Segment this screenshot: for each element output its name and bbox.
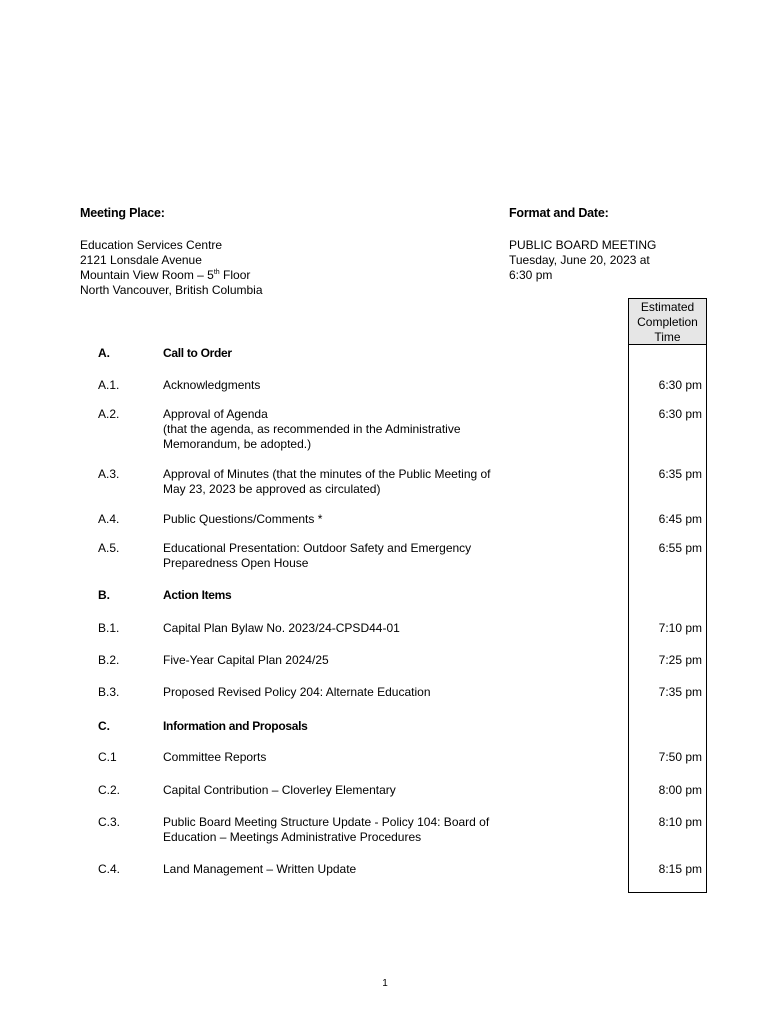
item-title — [163, 621, 523, 636]
item-title — [163, 467, 543, 497]
item-time: 8:15 pm — [658, 862, 702, 876]
meeting-place-address — [80, 238, 263, 298]
room-suffix: Floor — [219, 268, 251, 282]
item-number: C.2. — [98, 783, 121, 797]
item-title-line: Public Questions/Comments * — [163, 512, 323, 526]
room-sup: th — [213, 269, 220, 276]
format-date-block — [509, 238, 656, 283]
item-title-line: Preparedness Open House — [163, 556, 309, 570]
item-number: A.4. — [98, 512, 120, 526]
item-title-line: Educational Presentation: Outdoor Safety and Emergency — [163, 541, 472, 555]
item-title — [163, 653, 523, 668]
address-room-line — [80, 268, 263, 283]
item-number: B.3. — [98, 685, 120, 699]
item-time: 6:30 pm — [658, 378, 702, 392]
item-number: B.2. — [98, 653, 120, 667]
item-number: A.5. — [98, 541, 120, 555]
item-title-line: Approval of Minutes (that the minutes of the Public Meeting of — [163, 467, 491, 481]
item-number: B.1. — [98, 621, 120, 635]
section-number: B. — [98, 588, 110, 602]
time-line: 6:30 pm — [509, 268, 553, 282]
item-time: 7:10 pm — [658, 621, 702, 635]
item-time: 7:35 pm — [658, 685, 702, 699]
section-title: Action Items — [163, 588, 232, 602]
item-time: 6:45 pm — [658, 512, 702, 526]
section-number: C. — [98, 719, 110, 733]
section-number: A. — [98, 346, 110, 360]
item-title — [163, 815, 543, 845]
item-number: A.2. — [98, 407, 120, 421]
item-number: C.3. — [98, 815, 121, 829]
item-title-line: May 23, 2023 be approved as circulated) — [163, 482, 381, 496]
item-time: 7:25 pm — [658, 653, 702, 667]
item-title-line: Five-Year Capital Plan 2024/25 — [163, 653, 329, 667]
section-title: Information and Proposals — [163, 719, 308, 733]
item-title-line: Capital Plan Bylaw No. 2023/24-CPSD44-01 — [163, 621, 400, 635]
item-title — [163, 378, 523, 393]
item-time: 8:00 pm — [658, 783, 702, 797]
item-title-line: Committee Reports — [163, 750, 267, 764]
item-time: 8:10 pm — [658, 815, 702, 829]
item-time: 7:50 pm — [658, 750, 702, 764]
address-line: 2121 Lonsdale Avenue — [80, 253, 202, 267]
item-title — [163, 512, 523, 527]
date-line: Tuesday, June 20, 2023 at — [509, 253, 650, 267]
item-title — [163, 407, 523, 452]
item-title-line: Capital Contribution – Cloverley Elementary — [163, 783, 396, 797]
time-header-line: Estimated — [640, 300, 695, 314]
completion-time-header — [629, 299, 706, 345]
item-title-line: Acknowledgments — [163, 378, 261, 392]
item-number: A.1. — [98, 378, 120, 392]
item-time: 6:30 pm — [658, 407, 702, 421]
room-prefix: Mountain View Room – 5 — [80, 268, 214, 282]
page-number: 1 — [382, 978, 388, 989]
item-time: 6:55 pm — [658, 541, 702, 555]
section-title: Call to Order — [163, 346, 232, 360]
item-time: 6:35 pm — [658, 467, 702, 481]
address-line: North Vancouver, British Columbia — [80, 283, 263, 297]
address-line: Education Services Centre — [80, 238, 223, 252]
item-title-line: Memorandum, be adopted.) — [163, 437, 312, 451]
item-title — [163, 862, 523, 877]
time-header-line: Completion — [637, 315, 698, 329]
item-number: C.1 — [98, 750, 117, 764]
item-number: C.4. — [98, 862, 121, 876]
item-title — [163, 750, 523, 765]
time-header-line: Time — [654, 330, 681, 344]
item-title-line: Education – Meetings Administrative Procedures — [163, 830, 422, 844]
format-date-label: Format and Date: — [509, 206, 609, 220]
format-line: PUBLIC BOARD MEETING — [509, 238, 657, 252]
item-title — [163, 685, 523, 700]
item-title-line: Land Management – Written Update — [163, 862, 357, 876]
item-title — [163, 783, 523, 798]
item-title — [163, 541, 523, 571]
item-title-line: (that the agenda, as recommended in the Administrative — [163, 422, 461, 436]
item-title-line: Approval of Agenda — [163, 407, 268, 421]
item-number: A.3. — [98, 467, 120, 481]
item-title-line: Proposed Revised Policy 204: Alternate Education — [163, 685, 431, 699]
item-title-line: Public Board Meeting Structure Update - Policy 104: Board of — [163, 815, 490, 829]
meeting-place-label: Meeting Place: — [80, 206, 165, 220]
